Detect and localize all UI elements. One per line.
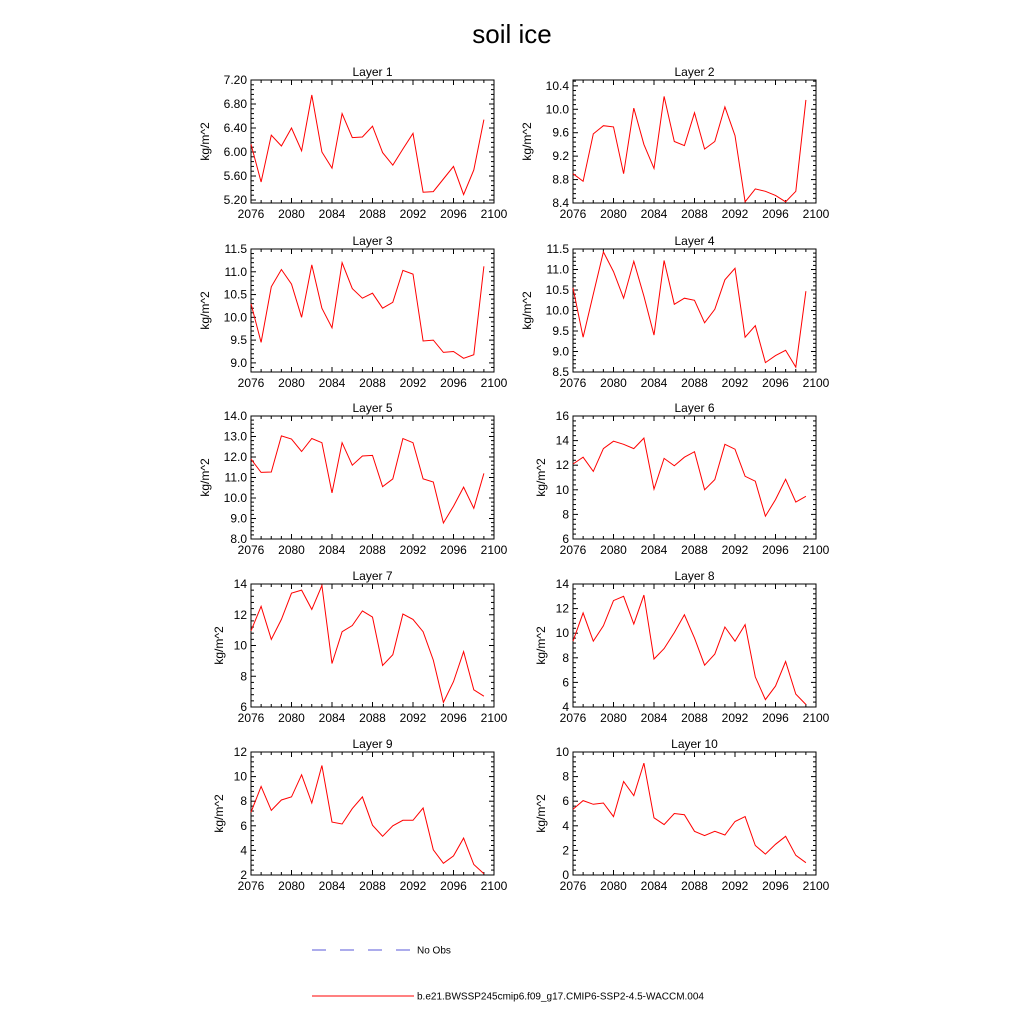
- x-tick-label: 2092: [399, 543, 427, 557]
- y-tick-label: 9.6: [552, 125, 569, 140]
- y-tick-label: 11.0: [224, 470, 247, 485]
- x-tick-label: 2080: [278, 207, 305, 221]
- y-axis-title: kg/m^2: [198, 122, 212, 161]
- y-tick-label: 16: [555, 409, 569, 423]
- x-tick-label: 2080: [278, 543, 305, 557]
- x-tick-label: 2076: [237, 543, 265, 557]
- x-tick-label: 2092: [399, 711, 427, 725]
- y-tick-label: 9.0: [552, 344, 569, 359]
- y-tick-label: 12.0: [223, 450, 247, 464]
- y-tick-label: 6.80: [223, 97, 247, 111]
- panel-title-layer-2: Layer 2: [674, 65, 715, 79]
- x-tick-label: 2100: [802, 207, 830, 221]
- x-tick-label: 2088: [359, 711, 386, 725]
- x-tick-label: 2096: [762, 543, 789, 557]
- legend-obs-label: No Obs: [417, 945, 451, 957]
- x-tick-label: 2080: [600, 543, 627, 557]
- y-tick-label: 9.5: [552, 324, 569, 338]
- y-tick-label: 12: [555, 601, 569, 616]
- legend-model-label: b.e21.BWSSP245cmip6.f09_g17.CMIP6-SSP2-4.5-WACCM.004: [417, 991, 704, 1003]
- y-tick-label: 6: [240, 700, 247, 714]
- x-tick-label: 2100: [480, 543, 508, 557]
- y-tick-label: 11.0: [546, 262, 569, 277]
- x-tick-label: 2080: [278, 879, 305, 893]
- x-tick-label: 2080: [600, 207, 627, 221]
- x-tick-label: 2088: [359, 376, 386, 390]
- y-tick-label: 10: [555, 626, 569, 641]
- y-tick-label: 2: [562, 843, 569, 858]
- x-tick-label: 2088: [681, 207, 708, 221]
- y-tick-label: 10.4: [545, 78, 569, 93]
- y-tick-label: 10: [555, 482, 569, 497]
- y-tick-label: 8: [562, 650, 569, 665]
- x-tick-label: 2092: [399, 376, 427, 390]
- x-tick-label: 2092: [721, 207, 749, 221]
- panel-title-layer-9: Layer 9: [352, 737, 393, 751]
- x-tick-label: 2076: [559, 543, 587, 557]
- y-tick-label: 4: [240, 843, 247, 858]
- x-tick-label: 2076: [237, 207, 265, 221]
- y-tick-label: 14: [555, 433, 569, 448]
- y-tick-label: 9.2: [552, 149, 569, 164]
- y-tick-label: 12: [233, 745, 247, 759]
- y-tick-label: 10.0: [223, 491, 247, 505]
- y-axis-title: kg/m^2: [212, 794, 226, 833]
- x-tick-label: 2088: [359, 879, 386, 893]
- y-tick-label: 8.5: [552, 365, 569, 379]
- y-tick-label: 14: [555, 577, 569, 591]
- y-tick-label: 9.0: [230, 511, 247, 526]
- y-tick-label: 9.5: [230, 333, 247, 348]
- x-tick-label: 2080: [600, 376, 627, 390]
- y-tick-label: 8.8: [552, 172, 569, 187]
- x-tick-label: 2088: [681, 376, 708, 390]
- y-tick-label: 8: [562, 507, 569, 522]
- x-tick-label: 2092: [721, 711, 749, 725]
- y-tick-label: 12: [555, 458, 569, 473]
- x-tick-label: 2092: [721, 376, 749, 390]
- panel-title-layer-7: Layer 7: [352, 569, 393, 583]
- y-tick-label: 11.0: [224, 264, 247, 279]
- panel-title-layer-10: Layer 10: [671, 737, 718, 751]
- y-tick-label: 6: [562, 794, 569, 809]
- x-tick-label: 2084: [640, 879, 668, 893]
- y-tick-label: 8: [240, 669, 247, 684]
- y-tick-label: 10.0: [545, 102, 569, 117]
- y-axis-title: kg/m^2: [520, 122, 534, 161]
- x-tick-label: 2084: [318, 711, 346, 725]
- panel-title-layer-3: Layer 3: [352, 234, 393, 248]
- panel-title-layer-4: Layer 4: [674, 234, 715, 248]
- x-tick-label: 2096: [762, 376, 789, 390]
- panel-title-layer-8: Layer 8: [674, 569, 715, 583]
- y-tick-label: 11.5: [546, 242, 569, 256]
- y-tick-label: 0: [562, 868, 569, 882]
- y-tick-label: 8: [562, 769, 569, 784]
- x-tick-label: 2076: [237, 711, 265, 725]
- x-tick-label: 2088: [359, 207, 386, 221]
- y-axis-title: kg/m^2: [212, 626, 226, 665]
- x-tick-label: 2088: [681, 543, 708, 557]
- y-axis-title: kg/m^2: [198, 458, 212, 497]
- y-tick-label: 8.4: [552, 196, 569, 210]
- x-tick-label: 2076: [237, 376, 265, 390]
- panel-title-layer-6: Layer 6: [674, 401, 715, 415]
- x-tick-label: 2100: [480, 879, 508, 893]
- y-tick-label: 6: [240, 818, 247, 833]
- x-tick-label: 2080: [600, 711, 627, 725]
- y-tick-label: 10.5: [223, 287, 247, 302]
- y-tick-label: 8: [240, 794, 247, 809]
- x-tick-label: 2096: [440, 879, 467, 893]
- x-tick-label: 2076: [559, 711, 587, 725]
- x-tick-label: 2100: [802, 543, 830, 557]
- x-tick-label: 2096: [440, 543, 467, 557]
- x-tick-label: 2080: [600, 879, 627, 893]
- x-tick-label: 2084: [318, 376, 346, 390]
- panel-title-layer-5: Layer 5: [352, 401, 393, 415]
- y-tick-label: 10.5: [545, 283, 569, 297]
- panel-title-layer-1: Layer 1: [352, 65, 393, 79]
- y-tick-label: 10.0: [545, 303, 569, 318]
- y-tick-label: 10.0: [223, 310, 247, 325]
- y-tick-label: 6: [562, 532, 569, 546]
- x-tick-label: 2096: [440, 711, 467, 725]
- x-tick-label: 2100: [802, 711, 830, 725]
- x-tick-label: 2076: [559, 376, 587, 390]
- y-tick-label: 6.00: [223, 145, 247, 159]
- x-tick-label: 2084: [318, 879, 346, 893]
- y-tick-label: 10: [233, 638, 247, 653]
- x-tick-label: 2080: [278, 376, 305, 390]
- y-tick-label: 14: [233, 577, 247, 591]
- x-tick-label: 2100: [480, 711, 508, 725]
- x-tick-label: 2076: [559, 879, 587, 893]
- x-tick-label: 2100: [802, 879, 830, 893]
- x-tick-label: 2088: [681, 711, 708, 725]
- x-tick-label: 2088: [681, 879, 708, 893]
- x-tick-label: 2084: [318, 207, 346, 221]
- x-tick-label: 2092: [399, 879, 427, 893]
- y-tick-label: 4: [562, 818, 569, 833]
- y-tick-label: 4: [562, 700, 569, 714]
- x-tick-label: 2096: [440, 376, 467, 390]
- y-axis-title: kg/m^2: [520, 291, 534, 330]
- y-tick-label: 6.40: [223, 121, 247, 135]
- y-axis-title: kg/m^2: [534, 458, 548, 497]
- y-axis-title: kg/m^2: [198, 291, 212, 330]
- x-tick-label: 2092: [721, 543, 749, 557]
- y-axis-title: kg/m^2: [534, 794, 548, 833]
- y-tick-label: 6: [562, 675, 569, 690]
- y-tick-label: 9.0: [230, 355, 247, 370]
- x-tick-label: 2092: [721, 879, 749, 893]
- x-tick-label: 2100: [480, 207, 508, 221]
- y-tick-label: 2: [240, 868, 247, 882]
- y-tick-label: 5.20: [223, 193, 247, 207]
- x-tick-label: 2076: [237, 879, 265, 893]
- y-tick-label: 12: [233, 607, 247, 622]
- x-tick-label: 2084: [640, 376, 668, 390]
- x-tick-label: 2096: [440, 207, 467, 221]
- x-tick-label: 2092: [399, 207, 427, 221]
- x-tick-label: 2088: [359, 543, 386, 557]
- x-tick-label: 2100: [802, 376, 830, 390]
- figure-title: soil ice: [472, 19, 552, 49]
- y-tick-label: 11.5: [224, 242, 247, 256]
- y-tick-label: 5.60: [223, 169, 247, 183]
- x-tick-label: 2080: [278, 711, 305, 725]
- x-tick-label: 2100: [480, 376, 508, 390]
- x-tick-label: 2084: [318, 543, 346, 557]
- x-tick-label: 2084: [640, 207, 668, 221]
- x-tick-label: 2096: [762, 207, 789, 221]
- y-tick-label: 13.0: [223, 429, 247, 444]
- y-tick-label: 8.0: [230, 532, 247, 546]
- x-tick-label: 2096: [762, 711, 789, 725]
- x-tick-label: 2084: [640, 711, 668, 725]
- y-tick-label: 10: [233, 769, 247, 784]
- x-tick-label: 2084: [640, 543, 668, 557]
- x-tick-label: 2096: [762, 879, 789, 893]
- y-tick-label: 7.20: [223, 73, 247, 87]
- y-tick-label: 10: [555, 745, 569, 759]
- y-axis-title: kg/m^2: [534, 626, 548, 665]
- y-tick-label: 14.0: [223, 409, 247, 423]
- x-tick-label: 2076: [559, 207, 587, 221]
